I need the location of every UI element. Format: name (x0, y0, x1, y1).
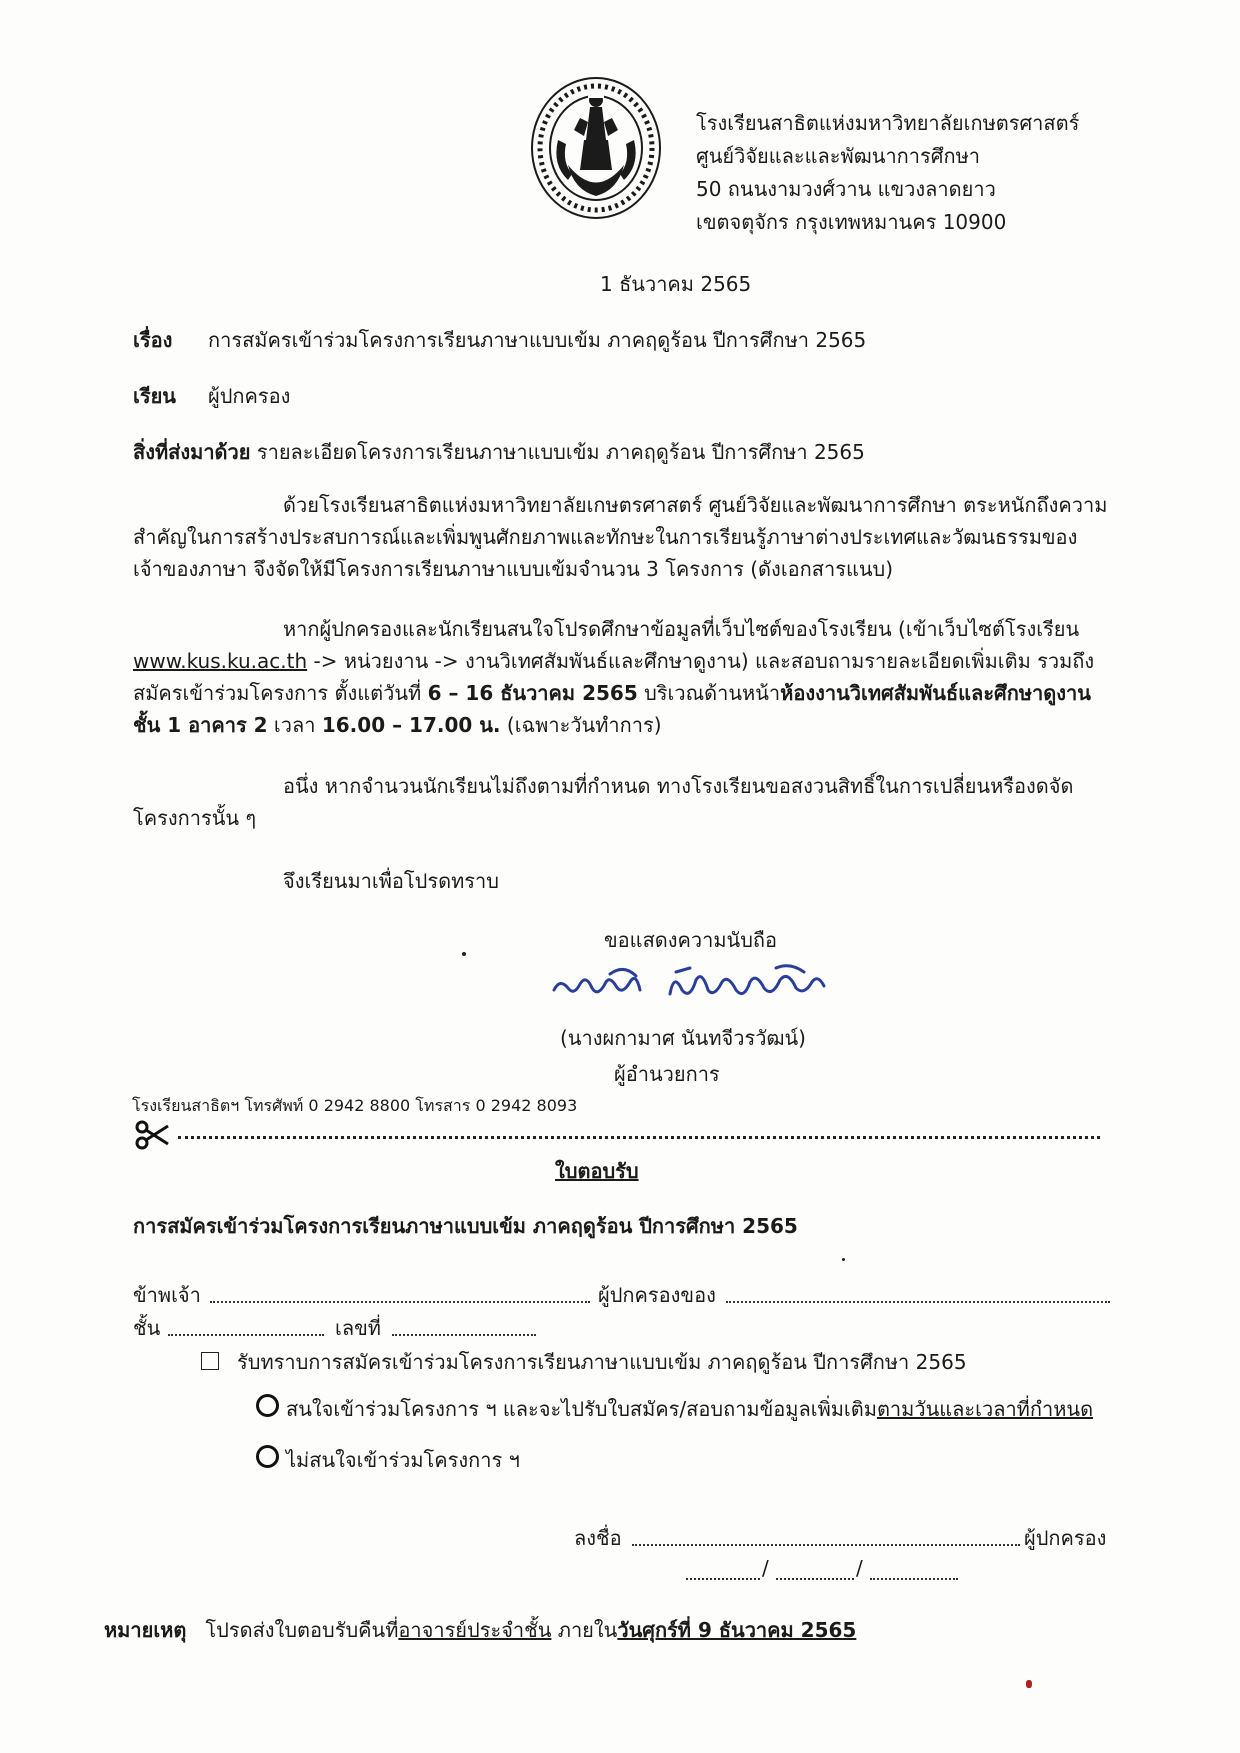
signer-name: (นางผกามาศ นันทจีวรวัฒน์) (560, 1026, 806, 1050)
application-dates: 6 – 16 ธันวาคม 2565 (427, 681, 638, 705)
school-name: โรงเรียนสาธิตแห่งมหาวิทยาลัยเกษตรศาสตร์ (696, 111, 1080, 135)
not-interested-radio[interactable] (256, 1445, 279, 1468)
scan-speck (462, 952, 466, 956)
date-separator: / (856, 1556, 863, 1580)
signer-position: ผู้อำนวยการ (614, 1062, 720, 1086)
scan-speck (1026, 1680, 1032, 1688)
school-emblem-icon (528, 70, 664, 220)
regards-text: ขอแสดงความนับถือ (604, 928, 778, 952)
handwritten-signature (550, 960, 870, 1010)
not-interested-option: ไม่สนใจเข้าร่วมโครงการ ฯ (286, 1448, 520, 1472)
return-deadline: วันศุกร์ที่ 9 ธันวาคม 2565 (617, 1618, 857, 1642)
application-room: ห้องงานวิเทศสัมพันธ์และศึกษาดูงาน ชั้น 1 อาคาร 2 (133, 681, 1091, 737)
school-website-link[interactable]: www.kus.ku.ac.th (133, 649, 308, 673)
homeroom-teacher: อาจารย์ประจำชั้น (398, 1618, 552, 1642)
to-label: เรียน (133, 384, 176, 408)
sign-date-day-field[interactable] (686, 1562, 760, 1580)
enclosure-label: สิ่งที่ส่งมาด้วย (133, 440, 251, 464)
parent-name-field[interactable] (210, 1285, 590, 1303)
application-time: 16.00 – 17.00 น. (321, 713, 501, 737)
note-label: หมายเหตุ (104, 1618, 187, 1642)
student-number-field[interactable] (392, 1318, 536, 1336)
interested-radio[interactable] (256, 1394, 279, 1417)
enclosure-line (133, 436, 865, 468)
number-label: เลขที่ (335, 1316, 381, 1340)
grade-label: ชั้น (133, 1316, 161, 1340)
sign-label: ลงชื่อ (574, 1526, 622, 1550)
scan-speck (842, 1258, 845, 1261)
cut-line (178, 1136, 1100, 1139)
subject-label: เรื่อง (133, 328, 173, 352)
acknowledge-text: รับทราบการสมัครเข้าร่วมโครงการเรียนภาษาแบบเข้ม ภาคฤดูร้อน ปีการศึกษา 2565 (237, 1350, 967, 1374)
acknowledge-checkbox[interactable] (201, 1352, 219, 1370)
note-line: หมายเหตุ โปรดส่งใบตอบรับคืนที่อาจารย์ประจำชั้น ภายในวันศุกร์ที่ 9 ธันวาคม 2565 (104, 1618, 857, 1642)
to-text: ผู้ปกครอง (208, 384, 291, 408)
grade-field[interactable] (168, 1318, 324, 1336)
enclosure-text: รายละเอียดโครงการเรียนภาษาแบบเข้ม ภาคฤดูร้อน ปีการศึกษา 2565 (256, 440, 865, 464)
i-label: ข้าพเจ้า (133, 1283, 201, 1307)
letter-date: 1 ธันวาคม 2565 (600, 272, 752, 296)
address-line-2: เขตจตุจักร กรุงเทพหมานคร 10900 (696, 210, 1007, 234)
form-title: ใบตอบรับ (555, 1159, 639, 1183)
contact-info: โรงเรียนสาธิตฯ โทรศัพท์ 0 2942 8800 โทรสาร 0 2942 8093 (132, 1096, 578, 1115)
guardian-of-label: ผู้ปกครองของ (598, 1283, 716, 1307)
body-paragraph-3: อนึ่ง หากจำนวนนักเรียนไม่ถึงตามที่กำหนด ทางโรงเรียนขอสงวนสิทธิ์ในการเปลี่ยนหรืองดจัดโครงการนั้น ๆ (133, 774, 1074, 830)
body-paragraph-2: หากผู้ปกครองและนักเรียนสนใจโปรดศึกษาข้อมูลที่เว็บไซต์ของโรงเรียน (เข้าเว็บไซต์โรงเรียน www.kus.ku.ac.th -> หน่วยงาน -> งานวิเทศสัมพันธ์และศึกษาดูงาน) และสอบถามรายละเอียดเพิ่มเติม รวมถึงสมัครเข้าร่วมโครงการ ตั้งแต่วันที่ 6 – 16 ธันวาคม 2565 บริเวณด้านหน้าห้องงานวิเทศสัมพันธ์และศึกษาดูงาน ชั้น 1 อาคาร 2 เวลา 16.00 – 17.00 น. (เฉพาะวันทำการ) (133, 617, 1095, 737)
sign-date-month-field[interactable] (776, 1562, 854, 1580)
guardian-signature-field[interactable] (632, 1528, 1020, 1546)
student-name-field[interactable] (726, 1285, 1110, 1303)
form-heading: การสมัครเข้าร่วมโครงการเรียนภาษาแบบเข้ม ภาคฤดูร้อน ปีการศึกษา 2565 (133, 1214, 798, 1238)
scissors-icon (134, 1120, 170, 1150)
subject-text: การสมัครเข้าร่วมโครงการเรียนภาษาแบบเข้ม ภาคฤดูร้อน ปีการศึกษา 2565 (208, 328, 867, 352)
sign-role: ผู้ปกครอง (1024, 1526, 1107, 1550)
center-name: ศูนย์วิจัยและและพัฒนาการศึกษา (696, 144, 980, 168)
sign-date-year-field[interactable] (870, 1562, 958, 1580)
body-paragraph-1: ด้วยโรงเรียนสาธิตแห่งมหาวิทยาลัยเกษตรศาสตร์ ศูนย์วิจัยและพัฒนาการศึกษา ตระหนักถึงความสำคัญในการสร้างประสบการณ์และเพิ่มพูนศักยภาพและทักษะในการเรียนรู้ภาษาต่างประเทศและวัฒนธรรมของเจ้าของภาษา จึงจัดให้มีโครงการเรียนภาษาแบบเข้มจำนวน 3 โครงการ (ดังเอกสารแนบ) (133, 493, 1108, 581)
interested-option: สนใจเข้าร่วมโครงการ ฯ และจะไปรับใบสมัคร/สอบถามข้อมูลเพิ่มเติมตามวันและเวลาที่กำหนด (286, 1397, 1094, 1421)
date-separator: / (762, 1556, 769, 1580)
address-line-1: 50 ถนนงามวงศ์วาน แขวงลาดยาว (696, 177, 996, 201)
closing-text: จึงเรียนมาเพื่อโปรดทราบ (283, 869, 499, 893)
